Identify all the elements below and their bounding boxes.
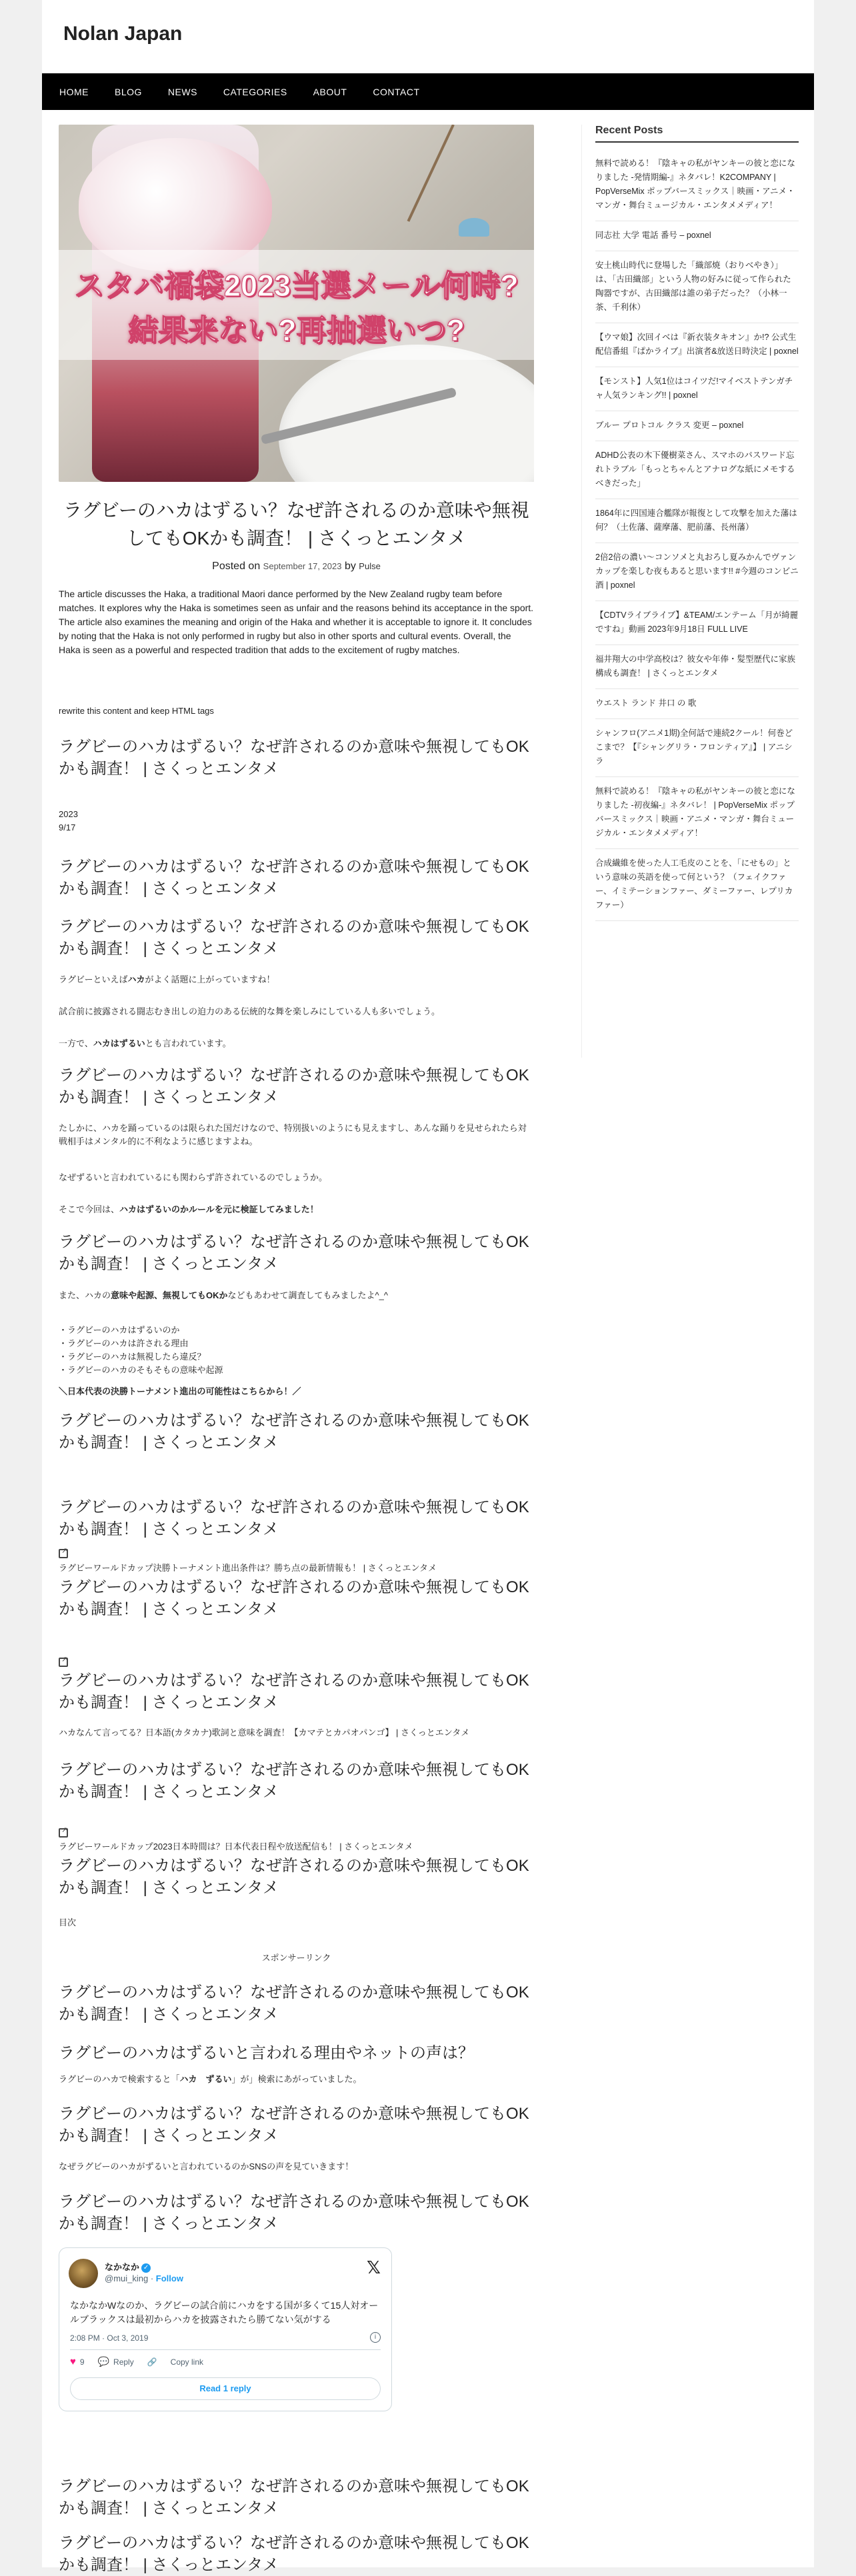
- recent-post-item: [595, 601, 799, 645]
- rewrite-note: rewrite this content and keep HTML tags: [59, 706, 214, 716]
- p3-text: 一方で、: [59, 1038, 93, 1048]
- recent-posts-list: [595, 149, 799, 921]
- paragraph-3: [59, 1037, 534, 1050]
- heading-15: ラグビーのハカはずるい？なぜ許されるのか意味や無視してもOKかも調査！ | さくっとエンタメ: [59, 2477, 529, 2517]
- sidebar: [581, 125, 799, 1058]
- pin-head-shape: [459, 218, 489, 237]
- p1-bold: ハカ: [127, 974, 145, 984]
- nav-contact[interactable]: CONTACT: [373, 86, 420, 97]
- post-monthday: 9/17: [59, 822, 76, 832]
- p7-bold: 意味や起源、無視してもOKか: [111, 1290, 228, 1300]
- bullet-item: ・ラグビーのハカはずるいのか: [59, 1325, 180, 1335]
- heading-12: ラグビーのハカはずるい？なぜ許されるのか意味や無視してもOKかも調査！ | さくっとエンタメ: [59, 1983, 529, 2023]
- heading-14: ラグビーのハカはずるい？なぜ許されるのか意味や無視してもOKかも調査！ | さくっとエンタメ: [59, 2193, 529, 2233]
- heading-4: ラグビーのハカはずるい？なぜ許されるのか意味や無視してもOKかも調査！ | さくっとエンタメ: [59, 1066, 529, 1106]
- heading-13: ラグビーのハカはずるい？なぜ許されるのか意味や無視してもOKかも調査！ | さくっとエンタメ: [59, 2105, 529, 2145]
- x-logo-icon[interactable]: 𝕏: [367, 2257, 381, 2277]
- tweet-text: なかなかWなのか、ラグビーの試合前にハカをする国が多くて15人対オールブラックスは最初からハカを披露されたら勝てない気がする: [70, 2300, 379, 2325]
- recent-post-link[interactable]: ADHD公表の木下優樹菜さん、スマホのパスワード忘れトラブル「もっとちゃんとアナログな紙にメモするべきだった」: [595, 451, 795, 488]
- paragraph-5: なぜずるいと言われているにも関わらず許されているのでしょうか。: [59, 1172, 328, 1182]
- recent-post-link[interactable]: 無料で読める！『陰キャの私がヤンキーの彼と恋になりました -初夜編-』ネタバレ！ | PopVerseMix ポップバースミックス｜映画・アニメ・マンガ・舞台ミュージカル・エンタメメディア！: [595, 786, 795, 838]
- recent-post-link[interactable]: 同志社 大学 電話 番号 – poxnel: [595, 231, 711, 240]
- recent-post-link[interactable]: 【CDTVライブライブ】&TEAM/エンテーム「月が綺麗ですね」動画 2023年9月18日 FULL LIVE: [595, 611, 799, 634]
- recent-post-link[interactable]: 1864年に四国連合艦隊が報復として攻撃を加えた藩は何？（土佐藩、薩摩藩、肥前藩、長州藩）: [595, 509, 797, 532]
- recent-post-item: [595, 543, 799, 601]
- follow-button[interactable]: Follow: [155, 2273, 183, 2283]
- recent-post-item: [595, 221, 799, 251]
- page: [42, 0, 814, 2574]
- p8-text: ラグビーのハカで検索すると「: [59, 2074, 180, 2084]
- recent-post-item: [595, 251, 799, 323]
- heart-icon[interactable]: ♥: [70, 2356, 76, 2367]
- p3-bold: ハカはずるい: [93, 1038, 145, 1048]
- reply-button[interactable]: Reply: [113, 2357, 134, 2367]
- heading-8: ラグビーのハカはずるい？なぜ許されるのか意味や無視してもOKかも調査！ | さくっとエンタメ: [59, 1578, 529, 1618]
- recent-post-item: [595, 849, 799, 921]
- tweet-actions: [70, 2356, 217, 2367]
- recent-post-item: [595, 645, 799, 689]
- link-icon[interactable]: 🔗: [147, 2357, 157, 2367]
- bullet-item: ・ラグビーのハカは許される理由: [59, 1338, 189, 1348]
- recent-post-link[interactable]: 【モンスト】人気1位はコイツだ!マイベストテンガチャ人気ランキング!! | poxnel: [595, 377, 793, 400]
- paragraph-1: [59, 973, 534, 986]
- post-title: ラグビーのハカはずるい？なぜ許されるのか意味や無視してもOKかも調査！ | さくっとエンタメ: [63, 500, 529, 549]
- nav-about[interactable]: ABOUT: [313, 86, 347, 97]
- heading-16: ラグビーのハカはずるい？なぜ許されるのか意味や無視してもOKかも調査！ | さくっとエンタメ: [59, 2534, 529, 2574]
- p8-tail: 」が」検索にあがっていました。: [231, 2074, 362, 2084]
- link-card-1[interactable]: ラグビーワールドカップ決勝トーナメント進出条件は？勝ち点の最新情報も！ | さくっとエンタメ: [59, 1563, 437, 1573]
- p1-tail: がよく話題に上がっていますね！: [145, 974, 275, 984]
- recent-post-link[interactable]: ウエスト ランド 井口 の 歌: [595, 698, 697, 708]
- p7-text: また、ハカの: [59, 1290, 111, 1300]
- external-link-icon[interactable]: [59, 1549, 534, 1562]
- meta-by: by: [344, 561, 356, 572]
- reply-icon[interactable]: 💬: [97, 2356, 110, 2367]
- heading-10: ラグビーのハカはずるい？なぜ許されるのか意味や無視してもOKかも調査！ | さくっとエンタメ: [59, 1761, 529, 1801]
- post-meta: [59, 561, 534, 573]
- p6-text: そこで今回は、: [59, 1204, 120, 1214]
- sidebar-title: Recent Posts: [595, 125, 799, 143]
- recent-post-item: [595, 719, 799, 777]
- site-title[interactable]: Nolan Japan: [63, 23, 183, 45]
- bullet-list: [59, 1324, 534, 1377]
- heading-9: ラグビーのハカはずるい？なぜ許されるのか意味や無視してもOKかも調査！ | さくっとエンタメ: [59, 1672, 529, 1712]
- external-link-icon[interactable]: [59, 1828, 68, 1838]
- bullet-item: ・ラグビーのハカは無視したら違反？: [59, 1352, 206, 1362]
- subheading: ラグビーのハカはずるいと言われる理由やネットの声は？: [59, 2044, 475, 2062]
- hero-caption-line1: スタバ福袋2023当選メール何時?: [74, 269, 519, 303]
- paragraph-8: [59, 2073, 534, 2086]
- recent-post-item: [595, 367, 799, 411]
- heading-11: ラグビーのハカはずるい？なぜ許されるのか意味や無視してもOKかも調査！ | さくっとエンタメ: [59, 1857, 529, 1897]
- external-link-icon[interactable]: [59, 1549, 68, 1558]
- read-reply-button[interactable]: Read 1 reply: [70, 2377, 381, 2400]
- callout: ＼日本代表の決勝トーナメント進出の可能性はこちらから！／: [59, 1386, 301, 1396]
- sponsor-label: スポンサーリンク: [261, 1953, 331, 1963]
- avatar[interactable]: [69, 2259, 98, 2288]
- paragraph-7: [59, 1289, 534, 1302]
- tweet-author-name[interactable]: [105, 2260, 151, 2273]
- pin-shape: [407, 125, 455, 222]
- heading-7: ラグビーのハカはずるい？なぜ許されるのか意味や無視してもOKかも調査！ | さくっとエンタメ: [59, 1498, 529, 1538]
- recent-post-link[interactable]: 2倍2倍の濃い～コンソメと丸おろし夏みかんでヴァンカップを楽しむ夜もあると思います!! #今週のコンビニ酒 | poxnel: [595, 553, 799, 590]
- external-link-icon-3[interactable]: [59, 1828, 534, 1841]
- recent-post-link[interactable]: 安土桃山時代に登場した「織部焼（おりべやき）」は、「古田織部」という人物の好みに従って作られた陶器ですが、古田織部は誰の弟子だった？（小林一茶、千利休）: [595, 261, 791, 312]
- p3-tail: とも言われています。: [145, 1038, 231, 1048]
- recent-post-link[interactable]: 合成繊維を使った人工毛皮のことを、「にせもの」という意味の英語を使って何という？（フェイクファー、イミテーションファー、ダミーファー、レプリカファー）: [595, 858, 793, 910]
- recent-post-link[interactable]: 【ウマ娘】次回イベは『新衣装タキオン』か!? 公式生配信番組『ぱかライブ』出演者&放送日時決定 | poxnel: [595, 333, 799, 356]
- heading-5: ラグビーのハカはずるい？なぜ許されるのか意味や無視してもOKかも調査！ | さくっとエンタメ: [59, 1233, 529, 1273]
- recent-post-item: [595, 149, 799, 221]
- recent-post-item: [595, 777, 799, 849]
- verified-icon: ✓: [141, 2263, 151, 2273]
- recent-post-link[interactable]: ブルー プロトコル クラス 変更 – poxnel: [595, 421, 744, 430]
- recent-post-item: [595, 499, 799, 543]
- external-link-icon[interactable]: [59, 1658, 68, 1667]
- plate-shape: [279, 345, 534, 482]
- copy-link-button[interactable]: Copy link: [170, 2357, 204, 2367]
- p6-bold: ハカはずるいのかルールを元に検証してみました！: [119, 1204, 319, 1214]
- meta-prefix: Posted on: [212, 561, 261, 572]
- heading-2: ラグビーのハカはずるい？なぜ許されるのか意味や無視してもOKかも調査！ | さくっとエンタメ: [59, 858, 529, 898]
- recent-post-link[interactable]: 無料で読める！『陰キャの私がヤンキーの彼と恋になりました -発情期編-』ネタバレ！K2COMPANY | PopVerseMix ポップバースミックス｜映画・アニメ・マンガ・舞台ミュージカル・エンタメメディア！: [595, 159, 795, 210]
- post-date[interactable]: September 17, 2023: [263, 561, 342, 571]
- main-nav: [42, 73, 814, 110]
- recent-post-item: [595, 441, 799, 499]
- toc-label[interactable]: 目次: [59, 1918, 77, 1928]
- link-card-3[interactable]: ラグビーワールドカップ2023日本時間は？日本代表日程や放送配信も！ | さくっとエンタメ: [59, 1842, 413, 1852]
- nav-categories[interactable]: CATEGORIES: [223, 86, 287, 97]
- recent-post-item: [595, 689, 799, 719]
- heading-3: ラグビーのハカはずるい？なぜ許されるのか意味や無視してもOKかも調査！ | さくっとエンタメ: [59, 918, 529, 958]
- tweet-timestamp[interactable]: 2:08 PM · Oct 3, 2019: [70, 2333, 149, 2343]
- nav-news[interactable]: NEWS: [167, 86, 197, 97]
- p7-tail: などもあわせて調査してもみましたよ^_^: [227, 1290, 388, 1300]
- nav-blog[interactable]: BLOG: [115, 86, 142, 97]
- paragraph-4: たしかに、ハカを踊っているのは限られた国だけなので、特別扱いのようにも見えますし、あんな踊りを見せられたら対戦相手はメンタル的に不利なように感じますよね。: [59, 1123, 527, 1146]
- bullet-item: ・ラグビーのハカのそもそもの意味や起源: [59, 1365, 223, 1375]
- p1-text: ラグビーといえば: [59, 974, 128, 984]
- paragraph-6: [59, 1203, 534, 1216]
- post-author[interactable]: Pulse: [359, 561, 381, 571]
- divider: [70, 2349, 381, 2350]
- post-year: 2023: [59, 809, 78, 819]
- site-header: [42, 0, 814, 73]
- heading-1: ラグビーのハカはずるい？なぜ許されるのか意味や無視してもOKかも調査！ | さくっとエンタメ: [59, 738, 529, 778]
- paragraph-2: 試合前に披露される闘志むき出しの迫力のある伝統的な舞を楽しみにしている人も多いでしょう。: [59, 1006, 441, 1016]
- recent-post-item: [595, 411, 799, 441]
- hero-caption-line2: 結果来ない?再抽選いつ?: [128, 313, 465, 347]
- tweet-name-text[interactable]: なかなか: [105, 2262, 140, 2272]
- tweet-handle-row: @mui_king · Follow: [105, 2273, 183, 2283]
- paragraph-9: なぜラグビーのハカがずるいと言われているのかSNSの声を見ていきます！: [59, 2161, 354, 2171]
- post-summary: The article discusses the Haka, a traditional Maori dance performed by the New Zealand rugby team before matches. It explores why the Haka is sometimes seen as unfair and the reasons behind its acceptance in the sport. The article also examines the meaning and origin of the Haka and whether it is acceptable to ignore it. It concludes by noting that the Haka is not only performed in rugby but also in other sports and cultural events. Overall, the Haka is seen as a powerful and respected tradition that adds to the excitement of rugby matches.: [59, 589, 534, 655]
- external-link-icon-2[interactable]: [59, 1658, 534, 1670]
- info-icon[interactable]: i: [370, 2332, 381, 2343]
- recent-post-link[interactable]: シャンフロ(アニメ1期)全何話で連続2クール！何巻どこまで？【『シャングリラ・フロンティア』】 | アニシラ: [595, 728, 793, 766]
- link-card-2[interactable]: ハカなんて言ってる？日本語(カタカナ)歌詞と意味を調査！【カマテとカパオパンゴ】 | さくっとエンタメ: [59, 1728, 470, 1738]
- nav-home[interactable]: HOME: [59, 86, 89, 97]
- recent-post-link[interactable]: 福井翔大の中学高校は？彼女や年俸・髪型歴代に家族構成も調査！ | さくっとエンタメ: [595, 654, 796, 678]
- featured-image: [59, 125, 534, 482]
- p8-bold: ハカ ずるい: [179, 2074, 232, 2084]
- like-count[interactable]: 9: [79, 2357, 85, 2367]
- recent-post-item: [595, 323, 799, 367]
- main-content: [59, 125, 534, 2574]
- tweet-handle[interactable]: @mui_king: [105, 2273, 149, 2283]
- heading-6: ラグビーのハカはずるい？なぜ許されるのか意味や無視してもOKかも調査！ | さくっとエンタメ: [59, 1412, 529, 1452]
- embedded-tweet[interactable]: [59, 2247, 392, 2411]
